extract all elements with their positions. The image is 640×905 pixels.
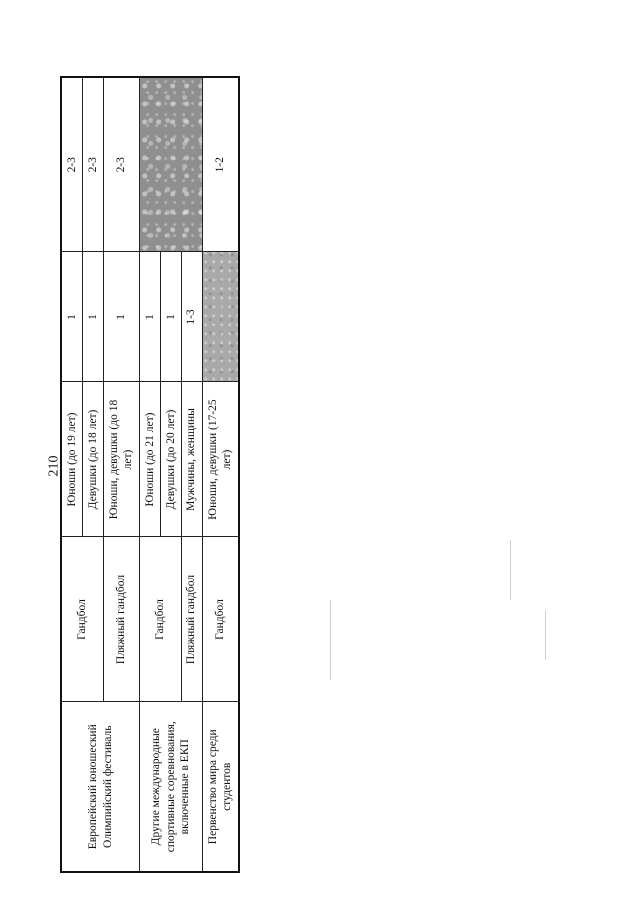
age-group-cell: Юноши (до 21 лет): [140, 382, 161, 537]
sport-cell: Пляжный гандбол: [103, 537, 139, 702]
place-range-cell: 2-3: [82, 77, 103, 252]
event-cell: Первенство мира среди студентов: [202, 702, 239, 872]
sport-cell: Гандбол: [140, 537, 182, 702]
age-group-cell: Юноши, девушки (до 18 лет): [103, 382, 139, 537]
age-group-cell: Девушки (до 18 лет): [82, 382, 103, 537]
sport-cell: Гандбол: [202, 537, 239, 702]
place-range-cell: 1-3: [181, 252, 202, 382]
sport-cell: Пляжный гандбол: [181, 537, 202, 702]
place-range-cell: 1: [61, 252, 82, 382]
event-cell: Другие международные спортивные соревнования, включенные в ЕКП: [140, 702, 203, 872]
scan-artifact: [330, 600, 331, 680]
age-group-cell: Мужчины, женщины: [181, 382, 202, 537]
place-range-cell: 1: [82, 252, 103, 382]
place-range-cell: 1: [103, 252, 139, 382]
scan-artifact: [510, 540, 511, 600]
page-number: 210: [46, 455, 62, 477]
age-group-cell: Юноши, девушки (17-25 лет): [202, 382, 239, 537]
scan-artifact: [545, 610, 546, 660]
age-group-cell: Юноши (до 19 лет): [61, 382, 82, 537]
sport-cell: Гандбол: [61, 537, 103, 702]
place-range-cell: 1: [140, 252, 161, 382]
table-row: [61, 77, 82, 872]
age-group-cell: Девушки (до 20 лет): [160, 382, 181, 537]
shaded-empty-cell: [202, 252, 239, 382]
event-cell: Европейский юношеский Олимпийский фестиваль: [61, 702, 140, 872]
competition-table: [60, 76, 240, 873]
place-range-cell: 1-2: [202, 77, 239, 252]
place-range-cell: 2-3: [103, 77, 139, 252]
rotated-table-container: [60, 78, 240, 873]
place-range-cell: 2-3: [61, 77, 82, 252]
table-row: [202, 77, 239, 872]
place-range-cell: 1: [160, 252, 181, 382]
table-row: [140, 77, 161, 872]
shaded-empty-cell: [140, 77, 203, 252]
